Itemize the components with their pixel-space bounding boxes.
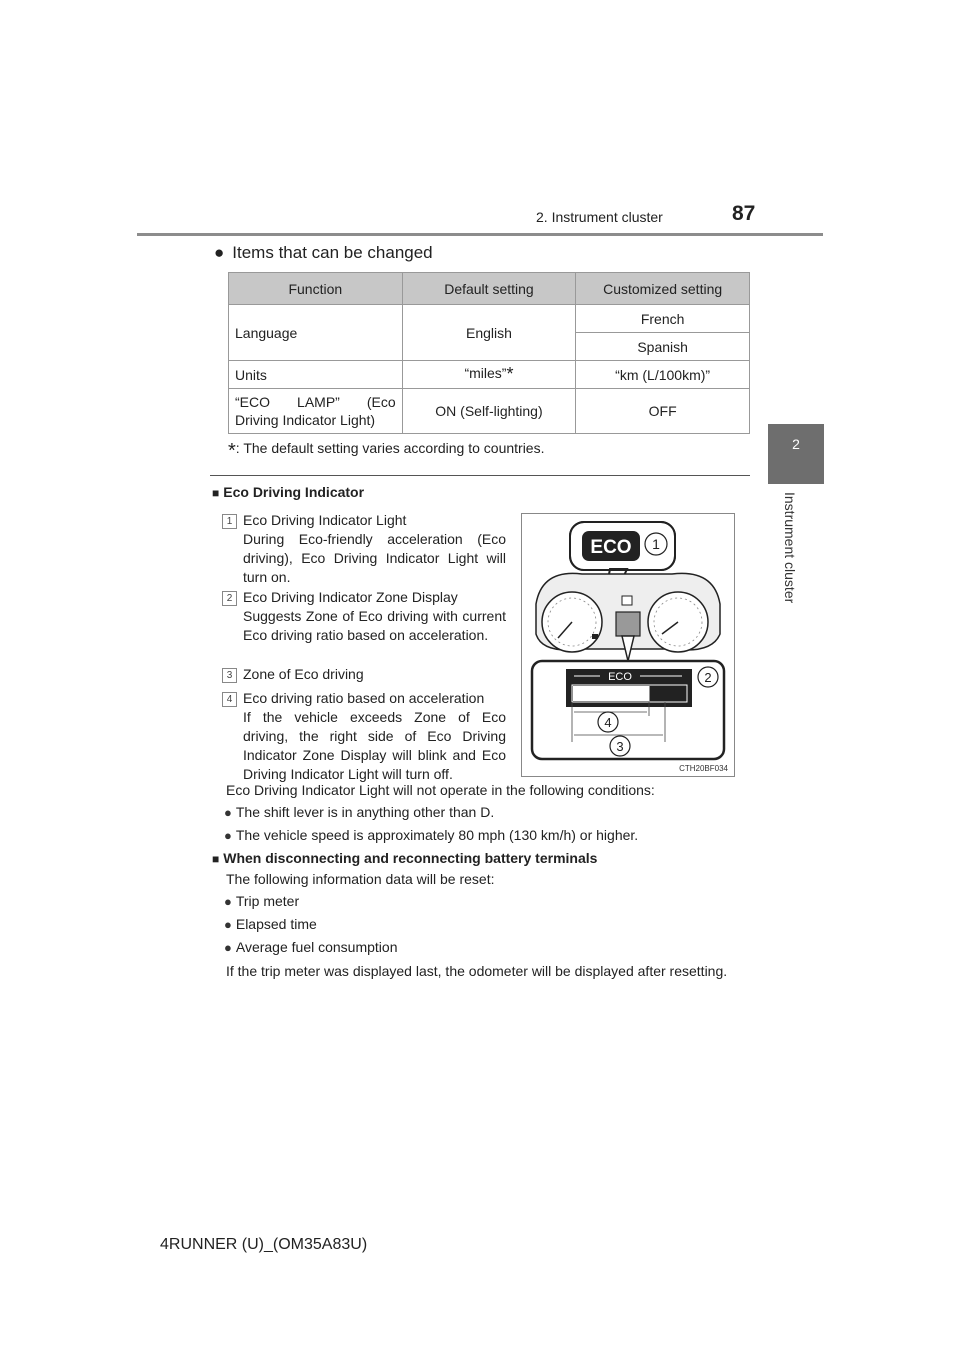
bullet-icon: ●	[224, 940, 232, 955]
bullet-icon: ●	[224, 894, 232, 909]
eco-lamp-label-line1: “ECO LAMP” (Eco	[235, 394, 396, 410]
eco-lamp-default: ON (Self-lighting)	[402, 389, 576, 434]
table-header-row	[229, 273, 750, 305]
reset-item-text: Trip meter	[235, 893, 300, 909]
chapter-tab-label: Instrument cluster	[782, 492, 798, 604]
eco-badge-text: ECO	[590, 537, 632, 558]
units-default-mark: *	[506, 364, 514, 384]
language-function: Language	[229, 305, 403, 361]
item-description: Suggests Zone of Eco driving with current Eco driving ratio based on acceleration.	[243, 608, 506, 643]
eco-section-heading	[212, 484, 364, 502]
battery-heading-text: When disconnecting and reconnecting battery terminals	[223, 850, 598, 866]
list-item	[222, 511, 506, 587]
eco-lamp-function	[229, 389, 403, 434]
list-item	[222, 665, 506, 684]
table-row	[229, 305, 750, 333]
units-default-text: “miles”	[464, 365, 507, 381]
list-item	[224, 804, 494, 820]
units-custom: “km (L/100km)”	[576, 361, 750, 389]
items-heading	[214, 243, 433, 263]
eco-indicator-illustration	[522, 514, 734, 776]
callout-number: 3	[222, 668, 237, 683]
zone-eco-label: ECO	[608, 671, 632, 683]
language-option: French	[576, 305, 750, 333]
footnote	[228, 440, 545, 463]
eco-heading-text: Eco Driving Indicator	[223, 484, 365, 500]
bullet-icon: ●	[224, 805, 232, 820]
list-item	[224, 893, 299, 909]
item-title: Eco Driving Indicator Zone Display	[243, 589, 458, 605]
callout-number: 2	[222, 591, 237, 606]
settings-table	[228, 272, 750, 434]
not-operate-text: Eco Driving Indicator Light will not operate in the following conditions:	[226, 782, 655, 798]
item-title: Eco driving ratio based on acceleration	[243, 690, 485, 706]
bullet-icon: ●	[224, 828, 232, 843]
units-default	[402, 361, 576, 389]
section-divider	[210, 475, 750, 476]
list-item	[224, 916, 317, 932]
callout-number: 4	[222, 692, 237, 707]
condition-text: The vehicle speed is approximately 80 mph (130 km/h) or higher.	[235, 827, 639, 843]
item-title: Zone of Eco driving	[243, 666, 364, 682]
language-default: English	[402, 305, 576, 361]
callout-2: 2	[704, 670, 712, 685]
table-row	[229, 389, 750, 434]
square-bullet-icon: ■	[212, 852, 220, 866]
eco-indicator-figure	[521, 513, 735, 777]
chapter-tab-number: 2	[792, 436, 800, 452]
item-title: Eco Driving Indicator Light	[243, 512, 407, 528]
battery-note: If the trip meter was displayed last, the odometer will be displayed after resetting.	[226, 963, 728, 979]
callout-3: 3	[616, 739, 624, 754]
table-header-cell: Function	[229, 273, 403, 305]
bullet-icon: ●	[214, 243, 225, 262]
battery-intro: The following information data will be reset:	[226, 871, 495, 887]
table-row	[229, 361, 750, 389]
battery-section-heading	[212, 850, 597, 868]
figure-code: CTH20BF034	[679, 764, 728, 773]
callout-4: 4	[604, 715, 612, 730]
chapter-tab	[768, 424, 824, 484]
condition-text: The shift lever is in anything other than D.	[235, 804, 495, 820]
reset-item-text: Average fuel consumption	[235, 939, 398, 955]
square-bullet-icon: ■	[212, 486, 220, 500]
list-item	[222, 588, 506, 645]
bullet-icon: ●	[224, 917, 232, 932]
table-header-cell: Customized setting	[576, 273, 750, 305]
list-item	[224, 939, 397, 955]
callout-number: 1	[222, 514, 237, 529]
units-function: Units	[229, 361, 403, 389]
header-rule	[137, 233, 823, 236]
items-heading-text: Items that can be changed	[232, 243, 433, 262]
item-description: During Eco-friendly acceleration (Eco driving), Eco Driving Indicator Light will turn on.	[243, 531, 506, 585]
language-option: Spanish	[576, 333, 750, 361]
reset-item-text: Elapsed time	[235, 916, 317, 932]
list-item	[222, 689, 506, 784]
footnote-mark: *	[228, 440, 236, 462]
list-item	[224, 827, 638, 843]
footnote-text: : The default setting varies according to countries.	[235, 440, 545, 456]
eco-lamp-custom: OFF	[576, 389, 750, 434]
eco-lamp-label-line2: Driving Indicator Light)	[235, 412, 376, 428]
item-description: If the vehicle exceeds Zone of Eco driving, the right side of Eco Driving Indicator Zone Display will blink and Eco Driving Indicator Light will turn off.	[243, 709, 506, 782]
page-number: 87	[732, 202, 756, 225]
footer-model-code: 4RUNNER (U)_(OM35A83U)	[160, 1236, 368, 1253]
table-header-cell: Default setting	[402, 273, 576, 305]
section-title: 2. Instrument cluster	[536, 209, 663, 225]
callout-1: 1	[652, 536, 660, 552]
